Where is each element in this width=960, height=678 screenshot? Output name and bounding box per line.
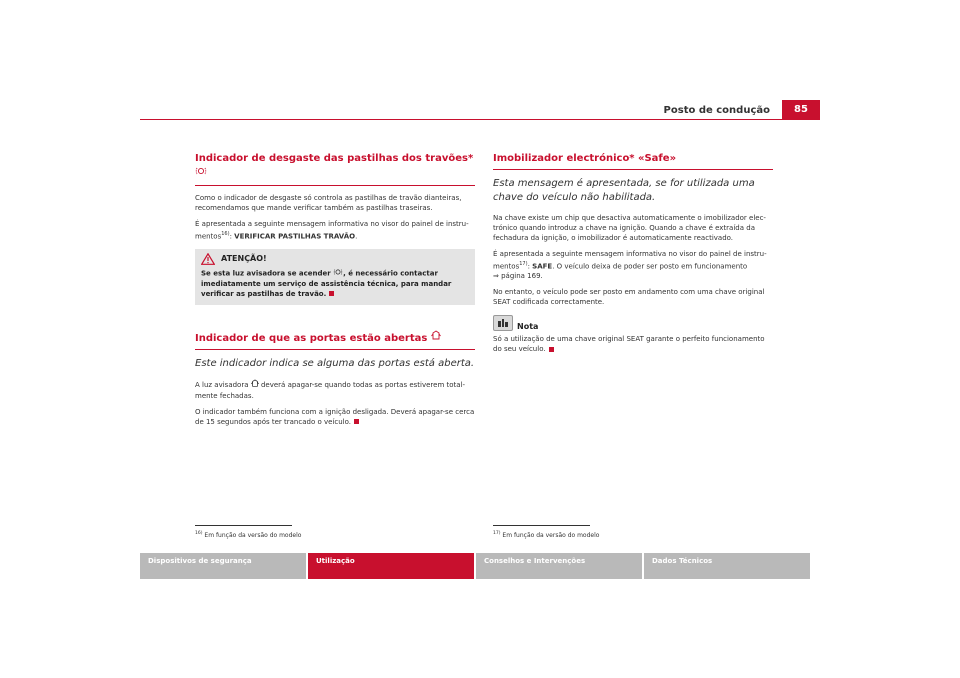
warning-text: Se esta luz avisadora se acender , é necessário contactar imediatamente um serviço de assistência técnica, para mandar verificar as pastilhas de travão. [201, 269, 452, 298]
page-reference: ⇒ página 169. [493, 272, 543, 281]
heading-rule [195, 185, 475, 186]
section-subtitle: Este indicador indica se alguma das portas está aberta. [195, 357, 475, 369]
paragraph: No entanto, o veículo pode ser posto em andamento com uma chave original SEAT codificada correctamente. [493, 288, 765, 307]
footnote-rule [493, 525, 590, 526]
footer-tab-safety[interactable]: Dispositivos de segurança [140, 553, 306, 579]
paragraph: O indicador também funciona com a ignição desligada. Deverá apagar-se cerca de 15 segundos após ter trancado o veículo. [195, 407, 475, 426]
paragraph: É apresentada a seguinte mensagem informativa no visor do painel de instru-mentos$^{17)}$: SAFE. O veículo deixa de poder ser posto em funcionamento ⇒ página 169. [493, 250, 767, 281]
section-heading-brake-pads: Indicador de desgaste das pastilhas dos travões* [195, 152, 475, 182]
door-open-icon [431, 330, 441, 346]
header-rule [140, 119, 782, 120]
footnote-ref: 16) [221, 230, 230, 237]
heading-rule [195, 349, 475, 350]
page-header-title: Posto de condução [663, 105, 770, 116]
footnote-ref: 17) [519, 261, 528, 267]
section-heading-doors-open: Indicador de que as portas estão abertas [195, 330, 475, 346]
display-message: VERIFICAR PASTILHAS TRAVÃO [234, 231, 356, 240]
footnote-17: $^{17)}$ Em função da versão do modelo [493, 531, 600, 539]
paragraph: Como o indicador de desgaste só controla as pastilhas de travão dianteiras, recomendamos que mande verificar também as pastilhas traseiras. [195, 193, 462, 212]
display-message: SAFE [532, 262, 553, 271]
warning-title: ATENÇÃO! [221, 254, 267, 264]
brake-pad-warning-icon [195, 166, 207, 181]
end-marker [329, 291, 334, 296]
end-marker [549, 347, 554, 352]
section-heading-immobilizer: Imobilizador electrónico* «Safe» [493, 153, 677, 164]
left-column [195, 152, 475, 433]
note-header [493, 315, 773, 331]
note-title: Nota [517, 322, 539, 332]
heading-rule [493, 169, 773, 170]
footnote-16: $^{16)}$ Em função da versão do modelo [195, 531, 302, 539]
note-text: Só a utilização de uma chave original SEAT garante o perfeito funcionamento do seu veículo. [493, 335, 765, 354]
footer-tab-usage[interactable]: Utilização [308, 553, 474, 579]
brake-pad-warning-icon [333, 268, 343, 279]
paragraph: Na chave existe um chip que desactiva automaticamente o imobilizador elec-trónico quando introduz a chave na ignição. Quando a chave é extraída da fechadura da ignição, o imobilizador é automaticamente reactivado. [493, 214, 766, 242]
end-marker [354, 419, 359, 424]
footer-tab-tech-data[interactable]: Dados Técnicos [644, 553, 810, 579]
right-column [493, 152, 773, 360]
warning-triangle-icon [201, 253, 215, 265]
paragraph: A luz avisadora deverá apagar-se quando todas as portas estiverem total-mente fechadas. [195, 380, 466, 400]
paragraph: É apresentada a seguinte mensagem informativa no visor do painel de instru-mentos$^{16)}$: VERIFICAR PASTILHAS TRAVÃO. [195, 219, 469, 240]
info-note-icon [493, 315, 513, 331]
section-subtitle: Esta mensagem é apresentada, se for utilizada uma chave do veículo não habilitada. [493, 178, 755, 203]
footnote-rule [195, 525, 292, 526]
warning-box [195, 249, 475, 305]
door-open-icon [251, 379, 259, 391]
page-number: 85 [782, 100, 820, 120]
footer-tab-advice[interactable]: Conselhos e Intervenções [476, 553, 642, 579]
